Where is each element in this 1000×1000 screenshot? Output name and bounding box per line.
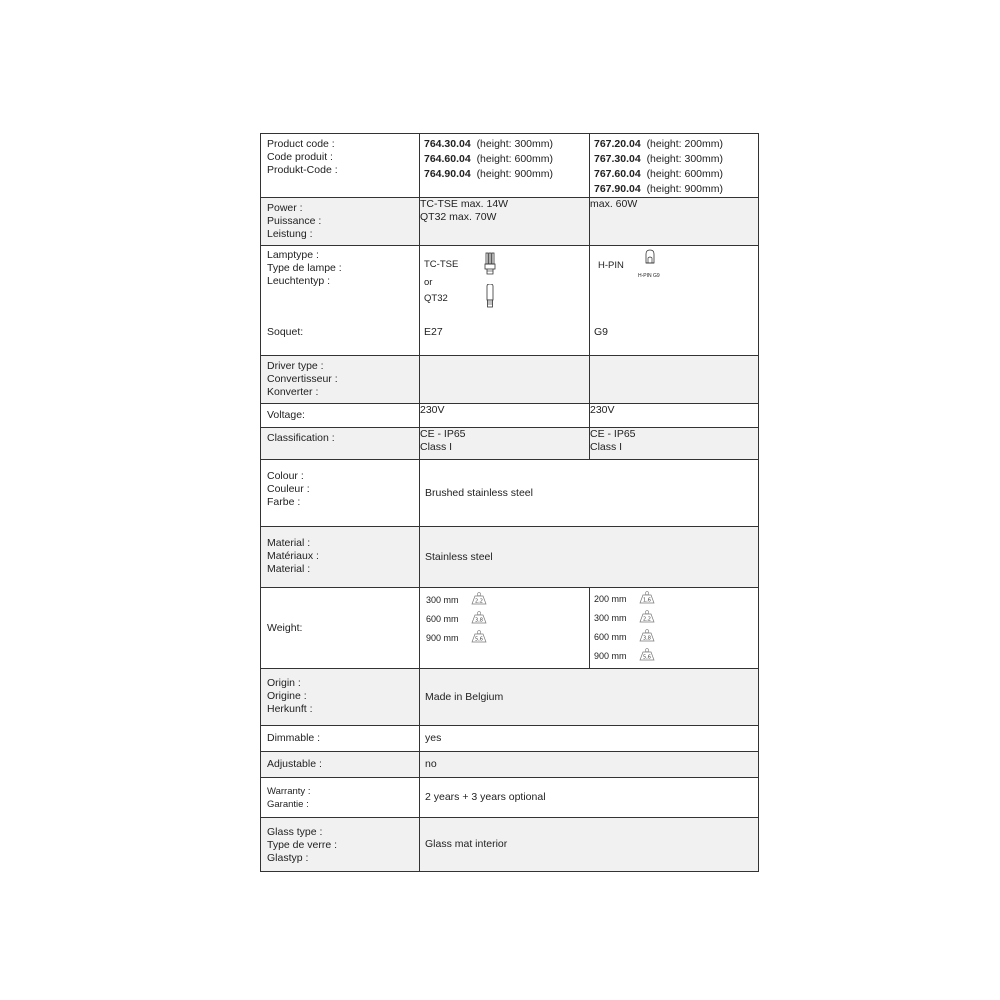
- lamptype-col2: [590, 246, 759, 356]
- svg-text:3,8: 3,8: [475, 617, 483, 623]
- weight-item: 900 mm 5,6: [426, 629, 583, 648]
- product-code-line: 764.30.04 (height: 300mm): [424, 138, 554, 150]
- weight-label: Weight:: [261, 588, 420, 669]
- classification-col1: CE - IP65 Class I: [420, 428, 590, 460]
- row-colour: [261, 460, 759, 527]
- warranty-value: 2 years + 3 years optional: [420, 778, 759, 818]
- dimmable-label: Dimmable :: [261, 726, 420, 752]
- cfl-lamp-icon: [483, 252, 497, 280]
- weight-item: 300 mm 2,2: [594, 609, 754, 628]
- power-col2: max. 60W: [590, 198, 759, 246]
- classification-col2: CE - IP65 Class I: [590, 428, 759, 460]
- row-glass: [261, 818, 759, 872]
- lamp-tc-tse-label: TC-TSE: [424, 259, 459, 270]
- product-code-line: 767.20.04 (height: 200mm): [594, 138, 724, 150]
- material-value: Stainless steel: [420, 527, 759, 588]
- svg-text:3,8: 3,8: [643, 635, 651, 641]
- adjustable-value: no: [420, 752, 759, 778]
- voltage-label: Voltage:: [261, 404, 420, 428]
- svg-text:1,6: 1,6: [643, 597, 651, 603]
- weight-col2: [590, 588, 759, 669]
- colour-label: Colour : Couleur : Farbe :: [261, 460, 420, 527]
- product-code-line: 764.60.04 (height: 600mm): [424, 153, 554, 165]
- svg-text:5,6: 5,6: [475, 636, 483, 642]
- weight-icon: [636, 610, 658, 628]
- dimmable-value: yes: [420, 726, 759, 752]
- g9-lamp-icon: [644, 249, 656, 271]
- row-product-code: [261, 134, 759, 198]
- glass-value: Glass mat interior: [420, 818, 759, 872]
- product-code-col2: [590, 134, 759, 198]
- glass-label: Glass type : Type de verre : Glastyp :: [261, 818, 420, 872]
- lamptype-label: Lamptype : Type de lampe : Leuchtentyp : Soquet:: [261, 246, 420, 356]
- classification-label: Classification :: [261, 428, 420, 460]
- row-classification: [261, 428, 759, 460]
- weight-item: 900 mm 5,6: [594, 647, 754, 666]
- svg-text:5,6: 5,6: [643, 654, 651, 660]
- weight-icon: [468, 630, 490, 648]
- product-code-label: Product code : Code produit : Produkt-Code :: [261, 134, 420, 198]
- driver-col2: [590, 356, 759, 404]
- row-power: [261, 198, 759, 246]
- weight-item: 600 mm 3,8: [594, 628, 754, 647]
- row-driver: [261, 356, 759, 404]
- row-dimmable: [261, 726, 759, 752]
- material-label: Material : Matériaux : Material :: [261, 527, 420, 588]
- soquet-label: Soquet:: [267, 326, 304, 338]
- power-col1: TC-TSE max. 14W QT32 max. 70W: [420, 198, 590, 246]
- row-weight: [261, 588, 759, 669]
- lamp-or-label: or: [424, 277, 433, 288]
- origin-value: Made in Belgium: [420, 669, 759, 726]
- soquet-col1: E27: [424, 326, 443, 338]
- weight-icon: [636, 629, 658, 647]
- colour-value: Brushed stainless steel: [420, 460, 759, 527]
- product-code-line: 767.60.04 (height: 600mm): [594, 168, 724, 180]
- row-adjustable: [261, 752, 759, 778]
- row-voltage: [261, 404, 759, 428]
- driver-col1: [420, 356, 590, 404]
- lamp-hpin-small-label: H-PIN G9: [638, 273, 660, 279]
- weight-item: 600 mm 3,8: [426, 610, 583, 629]
- row-lamptype: [261, 246, 759, 356]
- origin-label: Origin : Origine : Herkunft :: [261, 669, 420, 726]
- lamptype-col1: [420, 246, 590, 356]
- weight-icon: [636, 591, 658, 609]
- weight-icon: [468, 592, 490, 610]
- weight-item: 300 mm 2,2: [426, 591, 583, 610]
- soquet-col2: G9: [594, 326, 609, 338]
- row-origin: [261, 669, 759, 726]
- product-code-line: 767.30.04 (height: 300mm): [594, 153, 724, 165]
- product-code-line: 767.90.04 (height: 900mm): [594, 183, 724, 195]
- spec-table: [260, 133, 759, 872]
- product-code-col1: [420, 134, 590, 198]
- row-material: [261, 527, 759, 588]
- voltage-col1: 230V: [420, 404, 590, 428]
- adjustable-label: Adjustable :: [261, 752, 420, 778]
- power-label: Power : Puissance : Leistung :: [261, 198, 420, 246]
- driver-label: Driver type : Convertisseur : Konverter :: [261, 356, 420, 404]
- weight-col1: [420, 588, 590, 669]
- product-code-line: 764.90.04 (height: 900mm): [424, 168, 554, 180]
- weight-item: 200 mm 1,6: [594, 590, 754, 609]
- warranty-label: Warranty : Garantie :: [261, 778, 420, 818]
- svg-text:2,2: 2,2: [475, 598, 483, 604]
- row-warranty: [261, 778, 759, 818]
- weight-icon: [636, 648, 658, 666]
- svg-text:2,2: 2,2: [643, 616, 651, 622]
- voltage-col2: 230V: [590, 404, 759, 428]
- halogen-lamp-icon: [484, 284, 496, 314]
- lamp-hpin-label: H-PIN: [598, 260, 624, 271]
- weight-icon: [468, 611, 490, 629]
- lamp-qt32-label: QT32: [424, 293, 448, 304]
